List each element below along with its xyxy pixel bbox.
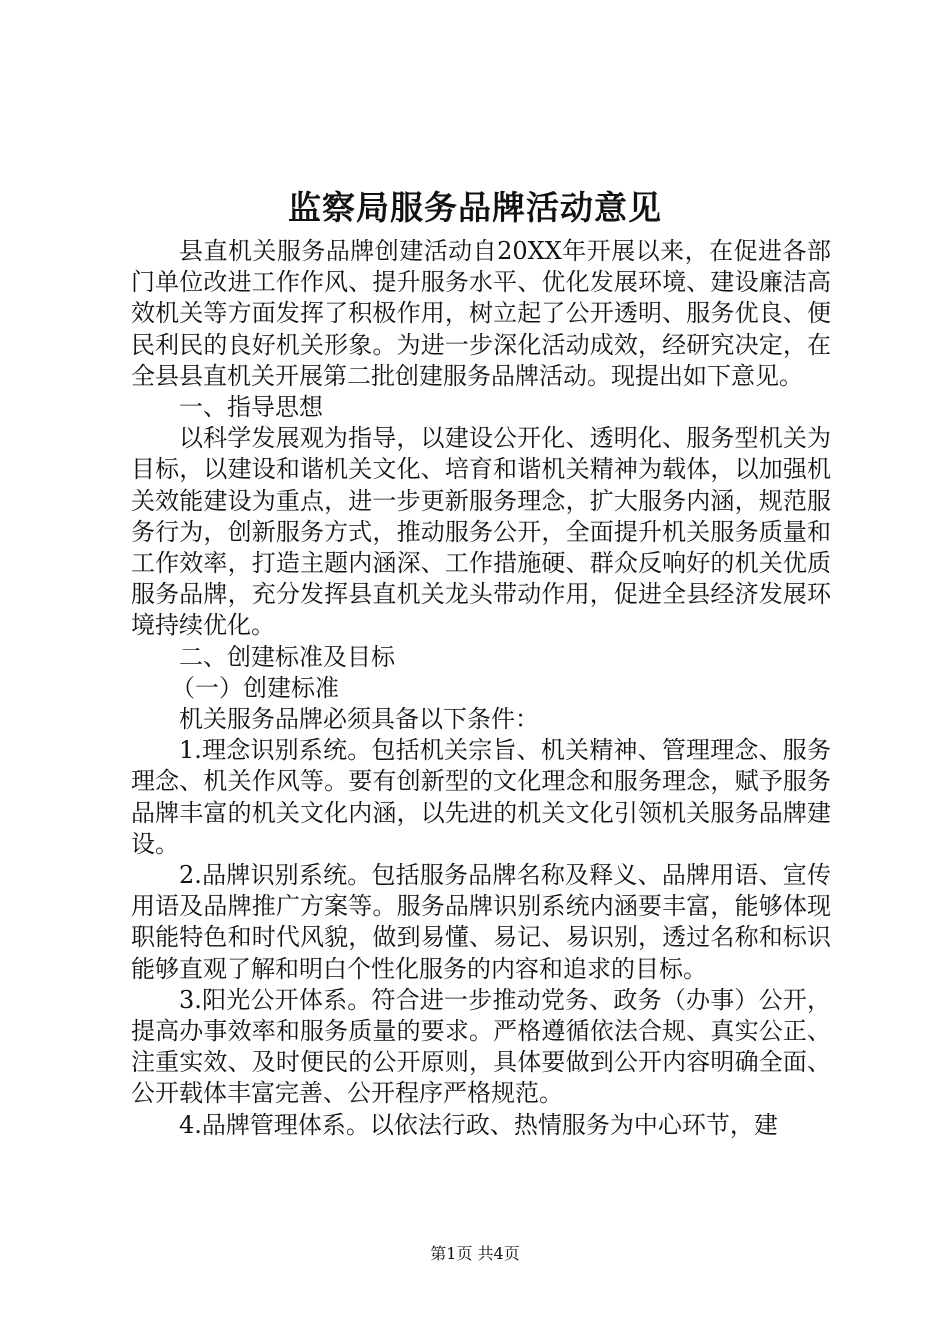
paragraph-item-4: 4.品牌管理体系。以依法行政、热情服务为中心环节，建: [179, 1110, 778, 1139]
subsection-heading-standards: （一）创建标准: [171, 673, 339, 702]
document-body: [131, 236, 831, 1141]
paragraph-item-3: 3.阳光公开体系。符合进一步推动党务、政务（办事）公开，提高办事效率和服务质量的要求。严格遵循依法合规、真实公正、注重实效、及时便民的公开原则，具体要做到公开内容明确全面、公开载体丰富完善、公开程序严格规范。: [131, 985, 831, 1108]
paragraph-item-1: 1.理念识别系统。包括机关宗旨、机关精神、管理理念、服务理念、机关作风等。要有创新型的文化理念和服务理念，赋予服务品牌丰富的机关文化内涵，以先进的机关文化引领机关服务品牌建设。: [131, 736, 831, 858]
section-heading-guiding-thought: 一、指导思想: [179, 393, 323, 422]
section-heading-standards-goals: 二、创建标准及目标: [179, 642, 395, 671]
paragraph-item-2: 2.品牌识别系统。包括服务品牌名称及释义、品牌用语、宣传用语及品牌推广方案等。服务品牌识别系统内涵要丰富，能够体现职能特色和时代风貌，做到易懂、易记、易识别，透过名称和标识能够直观了解和明白个性化服务的内容和追求的目标。: [131, 861, 831, 983]
paragraph-conditions: 机关服务品牌必须具备以下条件：: [179, 705, 539, 734]
paragraph-guiding-thought: 以科学发展观为指导，以建设公开化、透明化、服务型机关为目标，以建设和谐机关文化、培育和谐机关精神为载体，以加强机关效能建设为重点，进一步更新服务理念，扩大服务内涵，规范服务行为，创新服务方式，推动服务公开，全面提升机关服务质量和工作效率，打造主题内涵深、工作措施硬、群众反响好的机关优质服务品牌，充分发挥县直机关龙头带动作用，促进全县经济发展环境持续优化。: [131, 424, 831, 640]
paragraph-intro: 县直机关服务品牌创建活动自20XX年开展以来，在促进各部门单位改进工作作风、提升服务水平、优化发展环境、建设廉洁高效机关等方面发挥了积极作用，树立起了公开透明、服务优良、便民利民的良好机关形象。为进一步深化活动成效，经研究决定，在全县县直机关开展第二批创建服务品牌活动。现提出如下意见。: [131, 237, 831, 390]
document-title: 监察局服务品牌活动意见: [288, 188, 662, 227]
page-number-footer: 第1页 共4页: [430, 1244, 520, 1263]
